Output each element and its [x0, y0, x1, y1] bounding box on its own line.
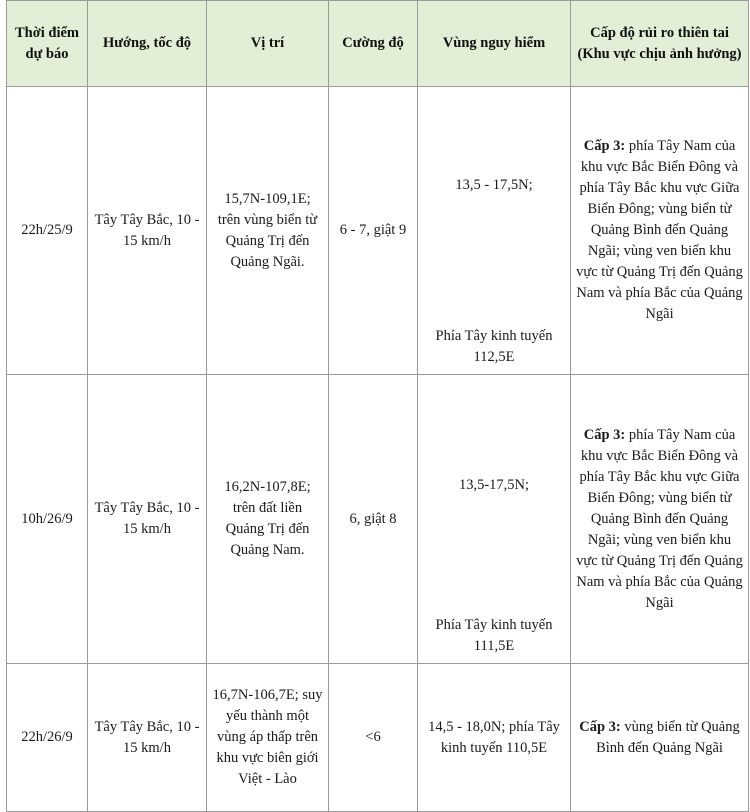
- header-intensity: Cường độ: [329, 1, 418, 87]
- risk-area-text: phía Tây Nam của khu vực Bắc Biển Đông và phía Tây Bắc khu vực Giữa Biển Đông; vùng biển từ Quảng Bình đến Quảng Ngãi; vùng ven biển khu vực từ Quảng Trị đến Quảng Nam và phía Bắc của Quảng Ngãi: [576, 426, 743, 611]
- cell-position: 16,2N-107,8E; trên đất liền Quảng Trị đến Quảng Nam.: [207, 375, 329, 664]
- cell-danger-zone: 14,5 - 18,0N; phía Tây kinh tuyến 110,5E: [418, 664, 571, 812]
- cell-time: 22h/26/9: [7, 664, 88, 812]
- table-row: [7, 87, 749, 375]
- cell-time: 10h/26/9: [7, 375, 88, 664]
- risk-level-label: Cấp 3:: [583, 138, 626, 154]
- cell-direction: Tây Tây Bắc, 10 - 15 km/h: [88, 375, 207, 664]
- forecast-table-frame: [6, 0, 748, 805]
- cell-position: 15,7N-109,1E; trên vùng biển từ Quảng Trị đến Quảng Ngãi.: [207, 87, 329, 375]
- header-position: Vị trí: [207, 1, 329, 87]
- header-risk-level: Cấp độ rủi ro thiên tai (Khu vực chịu ảnh hưởng): [571, 1, 749, 87]
- cell-direction: Tây Tây Bắc, 10 - 15 km/h: [88, 87, 207, 375]
- risk-area-text: phía Tây Nam của khu vực Bắc Biển Đông và phía Tây Bắc khu vực Giữa Biển Đông; vùng biển từ Quảng Bình đến Quảng Ngãi; vùng ven biển khu vực từ Quảng Trị đến Quảng Nam và phía Bắc của Quảng Ngãi: [576, 138, 743, 322]
- cell-intensity: <6: [329, 664, 418, 812]
- cell-intensity: 6 - 7, giật 9: [329, 87, 418, 375]
- cell-risk: [571, 87, 749, 375]
- risk-level-label: Cấp 3:: [579, 718, 621, 735]
- risk-level-label: Cấp 3:: [583, 426, 626, 443]
- risk-area-text: vùng biển từ Quảng Bình đến Quảng Ngãi: [596, 718, 740, 756]
- cell-danger-zone: [418, 375, 571, 664]
- header-danger-zone: Vùng nguy hiểm: [418, 1, 571, 87]
- storm-forecast-table: [6, 0, 749, 812]
- table-row: [7, 664, 749, 812]
- table-row: [7, 375, 749, 664]
- cell-direction: Tây Tây Bắc, 10 - 15 km/h: [88, 664, 207, 812]
- cell-position: 16,7N-106,7E; suy yếu thành một vùng áp thấp trên khu vực biên giới Việt - Lào: [207, 664, 329, 812]
- danger-zone-longitude: Phía Tây kinh tuyến 111,5E: [435, 617, 553, 654]
- danger-zone-longitude: Phía Tây kinh tuyến 112,5E: [435, 328, 553, 365]
- danger-zone-latitude: 13,5-17,5N;: [458, 477, 530, 493]
- cell-intensity: 6, giật 8: [329, 375, 418, 664]
- cell-risk: [571, 664, 749, 812]
- cell-danger-zone: [418, 87, 571, 375]
- header-row: [7, 1, 749, 87]
- cell-risk: [571, 375, 749, 664]
- header-time: Thời điểm dự báo: [7, 1, 88, 87]
- cell-time: 22h/25/9: [7, 87, 88, 375]
- header-direction: Hướng, tốc độ: [88, 1, 207, 87]
- danger-zone-latitude: 13,5 - 17,5N;: [455, 177, 533, 193]
